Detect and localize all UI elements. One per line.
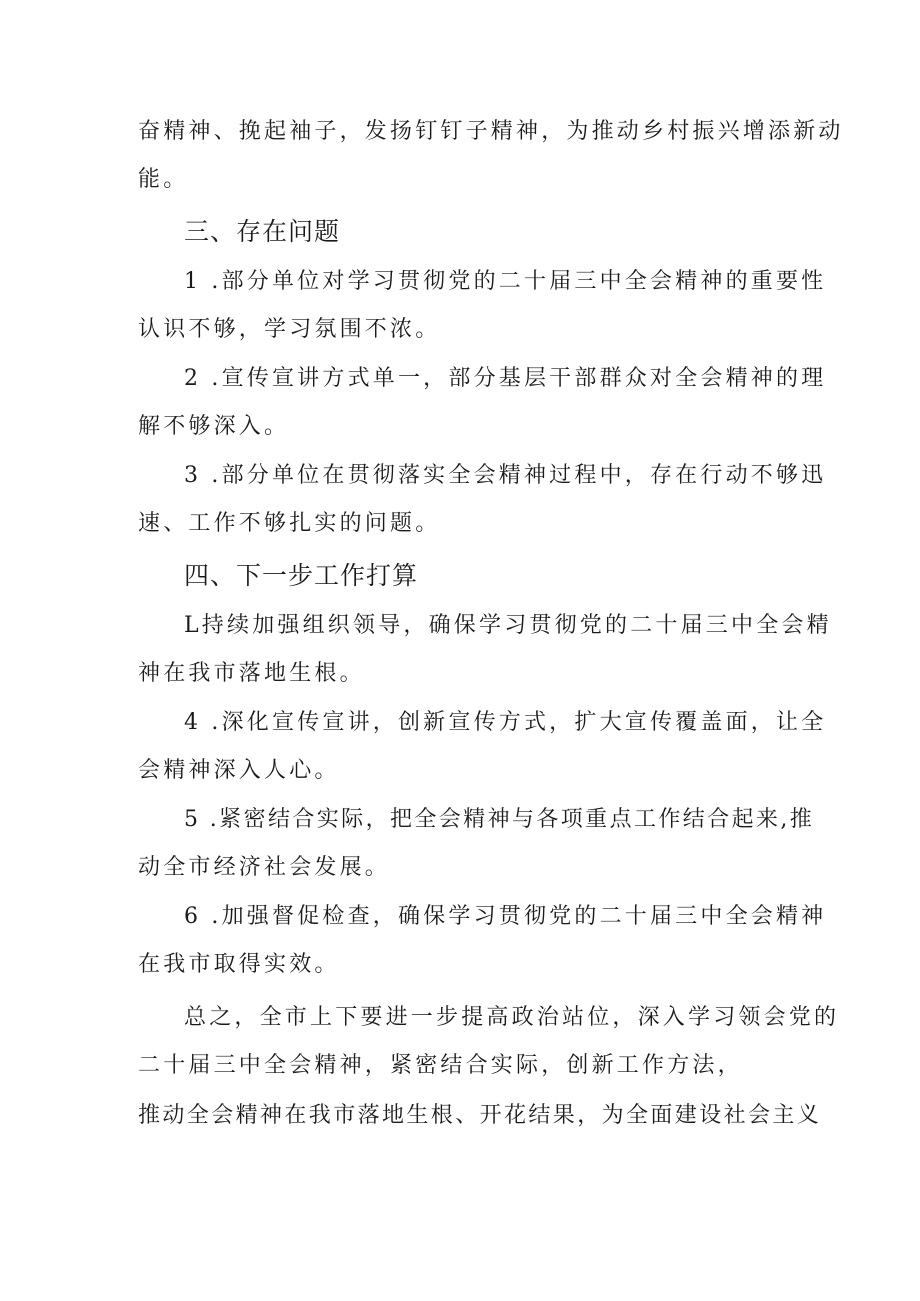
plan-2-line-2: 会精神深入人心。 <box>138 758 340 783</box>
conclusion-line-1: 总之，全市上下要进一步提高政治站位，深入学习领会党的 <box>184 1005 840 1030</box>
plan-4-line-2: 在我市取得实效。 <box>138 952 340 977</box>
plan-1-line-1: L持续加强组织领导，确保学习贯彻党的二十届三中全会精 <box>184 613 832 638</box>
conclusion-line-3: 推动全会精神在我市落地生根、开花结果，为全面建设社会主义 <box>138 1103 822 1128</box>
plan-4-line-1: 6 .加强督促检查，确保学习贯彻党的二十届三中全会精神 <box>184 904 827 929</box>
plan-3-line-2: 动全市经济社会发展。 <box>138 855 391 880</box>
section-3-heading: 三、存在问题 <box>184 217 341 246</box>
intro-line-1: 奋精神、挽起袖子，发扬钉钉子精神，为推动乡村振兴增添新动 <box>138 119 844 144</box>
problem-3-line-1: 3 .部分单位在贯彻落实全会精神过程中，存在行动不够迅 <box>184 463 827 488</box>
problem-1-line-2: 认识不够，学习氛围不浓。 <box>138 317 441 342</box>
plan-2-line-1: 4 .深化宣传宣讲，创新宣传方式，扩大宣传覆盖面，让全 <box>184 710 827 735</box>
section-4-heading: 四、下一步工作打算 <box>184 561 419 590</box>
problem-2-line-1: 2 .宣传宣讲方式单一，部分基层干部群众对全会精神的理 <box>184 366 827 391</box>
problem-3-line-2: 速、工作不够扎实的问题。 <box>138 511 441 536</box>
plan-3-line-1: 5 .紧密结合实际，把全会精神与各项重点工作结合起来,推 <box>184 807 815 832</box>
conclusion-line-2: 二十届三中全会精神，紧密结合实际，创新工作方法， <box>138 1053 743 1078</box>
problem-2-line-2: 解不够深入。 <box>138 414 290 439</box>
problem-1-line-1: 1 .部分单位对学习贯彻党的二十届三中全会精神的重要性 <box>184 269 827 294</box>
plan-1-line-2: 神在我市落地生根。 <box>138 661 365 686</box>
intro-line-2: 能。 <box>138 167 189 192</box>
